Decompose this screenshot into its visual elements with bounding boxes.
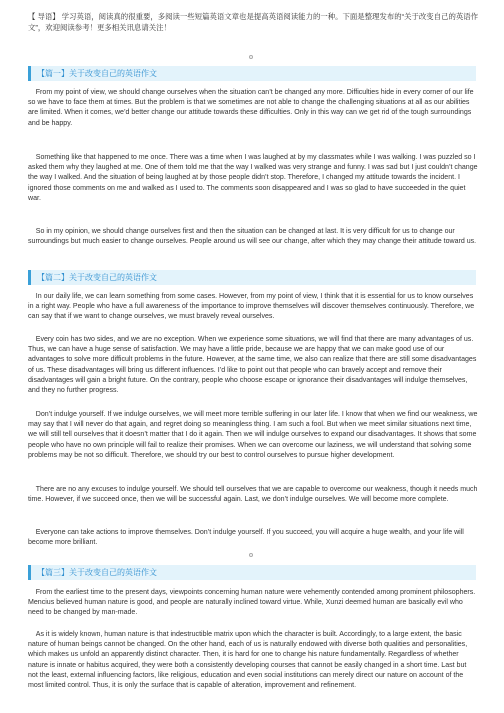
paragraph: In our daily life, we can learn something from some cases. However, from my point of view, I think that it is essential for us to know ourselves in a right way. People who have a full awareness of the importance to improve themselves will discover themselves continuously. Therefore, we can say that if we want to change ourselves, we must bravely reveal ourselves.	[28, 293, 475, 321]
paragraph: So in my opinion, we should change ourselves first and then the situation can be changed at last. It is very difficult for us to change our surroundings but much easier to change ourselves. People around us will see our change, after which they may change their attitude toward us.	[28, 228, 477, 246]
section-header-2	[28, 270, 476, 285]
paragraph: From my point of view, we should change ourselves when the situation can’t be changed any more. Difficulties hide in every corner of our life so we have to face them at times. But the problem is that we sometimes are not able to change the challenging situations at all as our abilities are limited. When it comes, we’d better change our attitude towards these difficulties. Only in this way can we get rid of the tough surroundings and be happy.	[28, 89, 474, 127]
paragraph: Don’t indulge yourself. If we indulge ourselves, we will meet more terrible suffering in our later life. I know that when we find our weakness, we may say that I will never do that again, and regret doing so meaningless thing. I am such a fool. But when we meet similar situations next time, we will still tell ourselves that it doesn’t matter that I do it again. Then we will indulge ourselves to expand our disadvantages. It shows that some people who have no own principle will fail to realize their promises. When we can overcome our laziness, we will understand that solving some problems may be not so difficult. Therefore, we should try our best to control ourselves to pursue higher development.	[28, 411, 478, 459]
section-header-1	[28, 66, 476, 81]
separator-dot	[249, 553, 253, 557]
paragraph: From the earliest time to the present days, viewpoints concerning human nature were vehemently contended among prominent philosophers. Mencius believed human nature is good, and people are naturally inclined toward virtue. While, Xunzi deemed human are basically evil who need to be changed by man-made.	[28, 589, 476, 617]
paragraph: Everyone can take actions to improve themselves. Don’t indulge yourself. If you succeed, you will acquire a huge wealth, and your life will become more brilliant.	[28, 529, 464, 547]
section-title: 【篇一】关于改变自己的英语作文	[37, 69, 157, 78]
separator-dot	[249, 55, 253, 59]
section-title: 【篇三】关于改变自己的英语作文	[37, 568, 157, 577]
paragraph: There are no any excuses to indulge yourself. We should tell ourselves that we are capable to overcome our weakness, though it needs much time. However, if we succeed once, then we will be successful again. Last, we don’t indulge ourselves. We will become more complete.	[28, 486, 478, 504]
section-header-3	[28, 565, 476, 580]
section-title: 【篇二】关于改变自己的英语作文	[37, 273, 157, 282]
paragraph: Something like that happened to me once. There was a time when I was laughed at by my classmates while I was walking. I was puzzled so I asked them why they laughed at me. One of them told me that the way I walked was very strange and funny. I was sad but I just couldn’t change the way I walked. And the situation of being laughed at by those people didn’t stop. Therefore, I changed my attitude towards the incident. I ignored those comments on me and walked as I used to. The comments soon disappeared and I was so glad to have succeeded in the quiet war.	[28, 154, 478, 202]
paragraph: Every coin has two sides, and we are no exception. When we experience some situations, we will find that there are many advantages of us. Thus, we can have a huge sense of satisfaction. We may have a little pride, because we are happy that we can make good use of our advantages to solve more difficult problems in the future. However, at the same time, we also can realize that there are still some disadvantages of us. These disadvantages will bring us different influences. I’d like to point out that people who can bravely accept and remove their disadvantages will gain a bright future. On the contrary, people who choose escape or ignorance their disadvantages will indulge themselves, and they no further progress.	[28, 336, 477, 395]
paragraph: As it is widely known, human nature is that indestructible matrix upon which the character is built. Accordingly, to a large extent, the basic nature of human beings cannot be changed. On the other hand, each of us is naturally endowed with diverse both qualities and personalities, which makes us unfold an apparently distinct character. Then, it is hard for one to change his nature fundamentally. Regardless of whether nature is innate or habitus acquired, they were both a consistently developing courses that cannot be easily changed in a short time. Last but not the least, external influencing factors, like religious, education and even social institutions can merely direct our nature on account of the most limited control. Thus, it is only the surface that is capable of alteration, improvement and refinement.	[28, 631, 468, 690]
intro-text: 【 导语】 学习英语，阅读真的很重要，多阅读一些短篇英语文章也是提高英语阅读能力的一种。下面是整理发布的“关于改变自己的英语作文”，欢迎阅读参考！更多相关讯息请关注！	[28, 12, 479, 32]
